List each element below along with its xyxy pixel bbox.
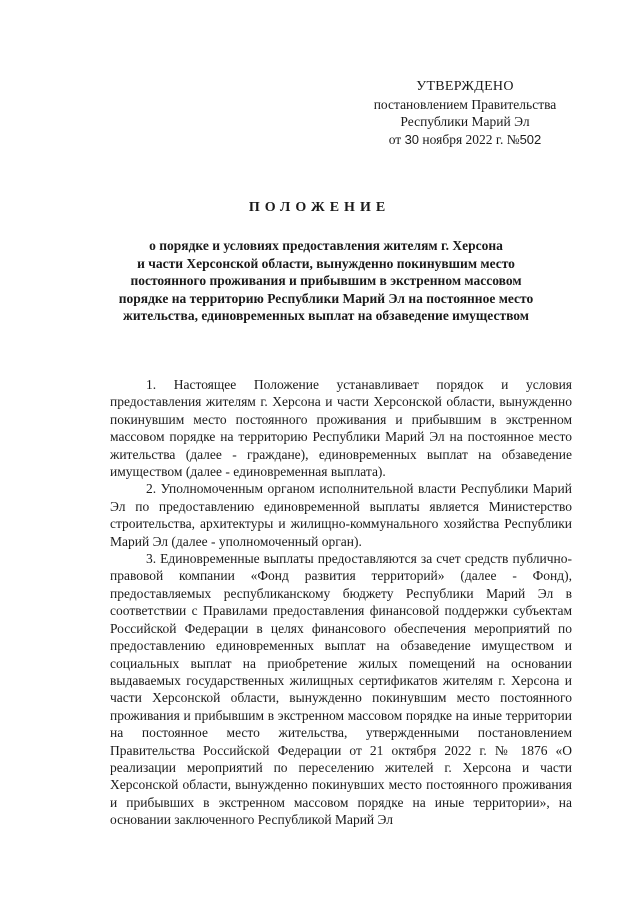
approval-heading: УТВЕРЖДЕНО xyxy=(416,79,514,94)
document-subtitle xyxy=(100,237,552,325)
approval-date-line xyxy=(360,131,570,149)
approval-date-prefix: от xyxy=(388,131,402,147)
paragraph-1: 1. Настоящее Положение устанавливает порядок и условия предоставления жителям г. Херсона и части Херсонской области, вынужденно покинувшим место постоянного проживания и прибывшим в экстренном массовом порядке на территорию Республики Марий Эл на постоянное место жительства (далее - граждане), единовременных выплат на обзаведение имуществом (далее - единовременная выплата). xyxy=(110,377,572,480)
approval-line-2: Республики Марий Эл xyxy=(400,114,530,129)
approval-date-day: 30 xyxy=(404,131,420,147)
approval-line-1: постановлением Правительства xyxy=(373,96,557,112)
paragraph-2: 2. Уполномоченным органом исполнительной власти Республики Марий Эл по предоставлению единовременной выплаты является Министерство строительства, архитектуры и жилищно-коммунального хозяйства Республики Марий Эл (далее - уполномоченный орган). xyxy=(110,481,572,549)
paragraph-3: 3. Единовременные выплаты предоставляются за счет средств публично-правовой компании «Фонд развития территорий» (далее - Фонд), предоставляемых республиканскому бюджету Республики Марий Эл в соответствии с Правилами предоставления финансовой поддержки субъектам Российской Федерации в целях финансового обеспечения мероприятий по предоставлению единовременных выплат на обзаведение имуществом и социальных выплат на приобретение жилых помещений на основании выдаваемых государственных жилищных сертификатов жителям г. Херсона и части Херсонской области, вынужденно покинувшим место постоянного проживания и прибывшим в экстренном массовом порядке на иные территории на постоянное место жительства, утвержденными постановлением Правительства Российской Федерации от 21 октября 2022 г. № 1876 «О реализации мероприятий по переселению жителей г. Херсона и части Херсонской области, вынужденно покинувших место постоянного проживания и прибывших в экстренном массовом порядке на иные территории», на основании заключенного Республикой Марий Эл xyxy=(110,551,572,828)
approval-date-rest: ноября 2022 г. № xyxy=(422,131,520,147)
document-title: ПОЛОЖЕНИЕ xyxy=(248,200,391,215)
subtitle-line: о порядке и условиях предоставления жителям г. Херсона xyxy=(149,238,503,253)
subtitle-line: и части Херсонской области, вынужденно покинувшим место xyxy=(137,255,515,271)
approval-number: 502 xyxy=(519,131,542,147)
subtitle-line: порядке на территорию Республики Марий Эл на постоянное место xyxy=(118,290,534,306)
subtitle-line: жительства, единовременных выплат на обзаведение имуществом xyxy=(123,308,529,323)
document-body xyxy=(110,376,572,829)
subtitle-line: постоянного проживания и прибывшим в экстренном массовом xyxy=(130,273,522,288)
approval-stamp xyxy=(360,78,570,148)
